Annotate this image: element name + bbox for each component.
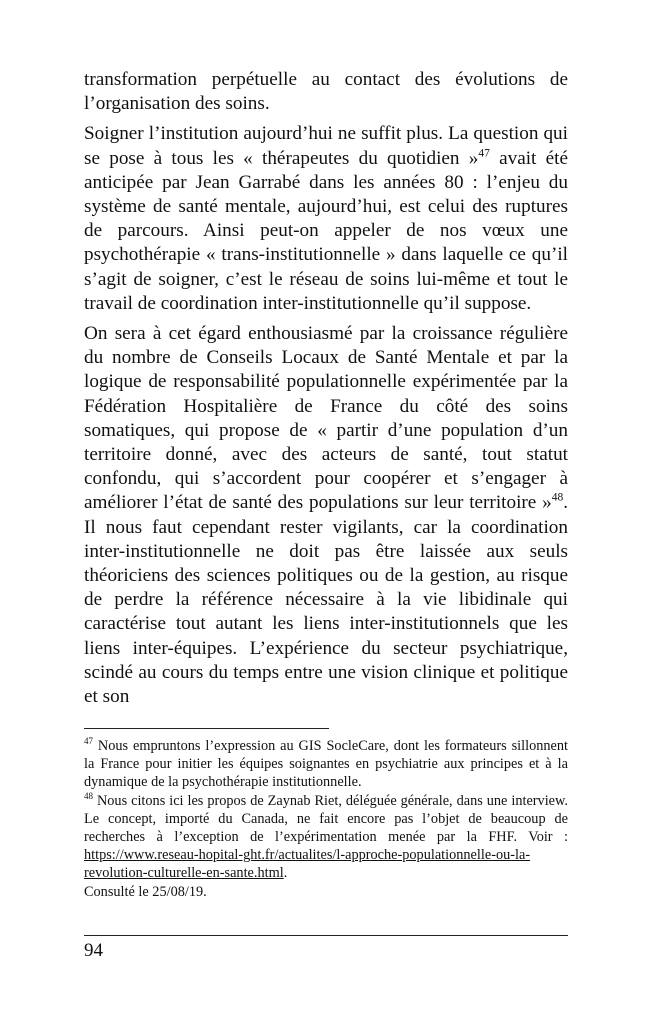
page-number: 94 [84,940,103,961]
main-text [84,68,568,709]
footnote-48-link[interactable]: https://www.reseau-hopital-ght.fr/actualites/l-approche-populationnelle-ou-la-revolution-culturelle-en-sante.html [84,847,531,882]
footnote-separator [84,728,329,729]
paragraph-3 [84,322,568,709]
footnotes [84,737,568,901]
footnote-48-consulted: Consulté le 25/08/19. [84,883,207,900]
paragraph-3-text-start: On sera à cet égard enthousiasmé par la croissance régulière du nombre de Conseils Locaux de Santé Mentale et par la logique de responsabilité populationnelle expérimentée par la Fédération Hospitalière de France du côté des soins somatiques, qui propose de « partir d’une population d’un territoire donné, avec des acteurs de santé, tout statut confondu, qui s’accordent pour coopérer et s’engager à améliorer l’état de santé des populations sur leur territoire » [84,323,568,514]
footnote-48-number: 48 [84,790,93,801]
paragraph-2 [84,122,568,316]
paragraph-2-text-start: Soigner l’institution aujourd’hui ne suffit plus. La question qui se pose à tous les « thérapeutes du quotidien » [84,123,568,169]
footnote-47-number: 47 [84,736,93,747]
footnote-47 [84,737,568,792]
page-footer-rule [84,935,568,936]
paragraph-3-text-end: . Il nous faut cependant rester vigilants, car la coordination inter-institutionnelle ne doit pas être laissée aux seuls théoriciens des sciences politiques ou de la gestion, au risque de perdre la référence nécessaire à la vie libidinale qui caractérise tout autant les liens inter-institutionnels que les liens inter-équipes. L’expérience du secteur psychiatrique, scindé au cours du temps entre une vision clinique et politique et son [84,492,568,708]
paragraph-1-text: transformation perpétuelle au contact des évolutions de l’organisation des soins. [84,69,568,115]
footnote-ref-47[interactable]: 47 [478,147,490,160]
footnote-48 [84,792,568,901]
footnote-48-text: Nous citons ici les propos de Zaynab Riet, déléguée générale, dans une interview. Le concept, importé du Canada, ne fait encore pas l’objet de beaucoup de recherches à l’exception de l’expérimentation menée par la FHF. Voir : [84,792,568,846]
paragraph-2-text-end: avait été anticipée par Jean Garrabé dans les années 80 : l’enjeu du système de santé mentale, aujourd’hui, est celui des ruptures de parcours. Ainsi peut-on appeler de nos vœux une psychothérapie « trans-institutionnelle » dans laquelle ce qu’il s’agit de soigner, c’est le réseau de soins lui-même et tout le travail de coordination inter-institutionnelle qu’il suppose. [84,147,568,314]
footnote-ref-48[interactable]: 48 [551,492,564,505]
footnote-47-text: Nous empruntons l’expression au GIS SocleCare, dont les formateurs sillonnent la France pour initier les équipes soignantes en psychiatrie aux principes et à la dynamique de la psychothérapie institutionnelle. [84,738,568,791]
paragraph-1 [84,68,568,116]
footnote-48-link-end: . [283,865,288,882]
